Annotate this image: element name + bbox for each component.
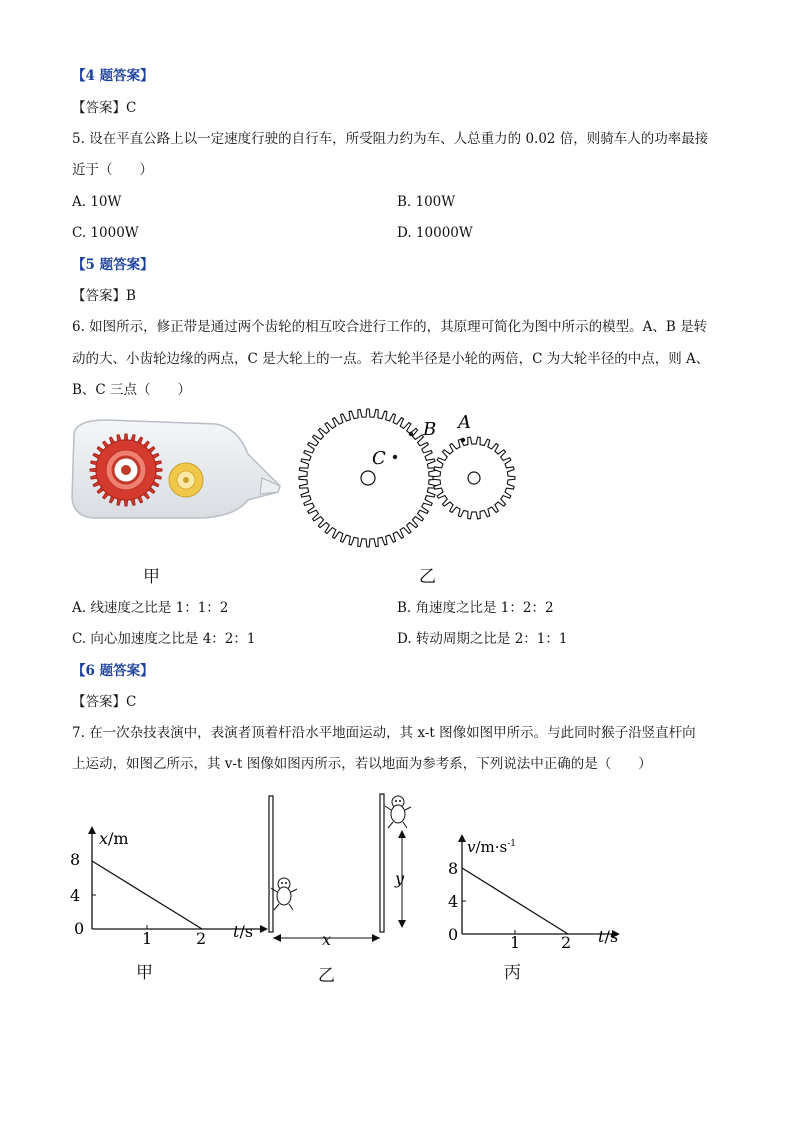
vt-x-tick-1: 1: [510, 933, 521, 952]
chart-caption-yi: 乙: [318, 966, 335, 986]
vt-y-tick-4: 4: [448, 892, 459, 911]
small-gear-outline: [433, 437, 515, 519]
q4-answer: 【答案】C: [72, 100, 137, 116]
xt-y-tick-4: 4: [70, 886, 81, 905]
vt-origin-label: 0: [448, 925, 459, 944]
vt-y-label: $v/m\cdot s^{-1}$: [467, 838, 517, 856]
small-gear: [433, 437, 515, 519]
gear-model-diagram: [296, 404, 524, 566]
q6-option-d: D. 转动周期之比是 2：1：1: [397, 631, 568, 647]
label-a: A: [458, 412, 471, 433]
xt-x-tick-2: 2: [196, 929, 207, 948]
xt-chart: [70, 822, 270, 952]
point-b: [409, 432, 413, 436]
q5-option-d: D. 10000W: [397, 225, 473, 241]
q4-answer-header: 【4 题答案】: [72, 68, 154, 84]
chart-caption-jia: 甲: [136, 963, 153, 983]
q6-option-b: B. 角速度之比是 1：2：2: [397, 600, 554, 616]
q6-option-a: A. 线速度之比是 1：1：2: [72, 600, 229, 616]
xt-data-line: [92, 861, 202, 929]
pole-end: [380, 794, 384, 932]
q6-answer: 【答案】C: [72, 694, 137, 710]
xt-x-label: t/s: [233, 922, 254, 941]
q6-answer-header: 【6 题答案】: [72, 663, 154, 679]
large-gear: [299, 409, 437, 547]
vt-chart: [440, 830, 630, 952]
q6-stem-line2: 动的大、小齿轮边缘的两点，C 是大轮上的一点。若大轮半径是小轮的两倍，C 为大轮半径的中点，则 A、: [72, 351, 710, 367]
monkey-top-icon: [385, 796, 411, 828]
pole-start: [269, 796, 273, 932]
pole-monkey-diagram: [258, 790, 418, 970]
monkey-icon: [271, 878, 297, 910]
q5-stem-line1: 5. 设在平直公路上以一定速度行驶的自行车，所受阻力约为车、人总重力的 0.02 倍，则骑车人的功率最接: [72, 131, 709, 147]
label-b: B: [423, 419, 437, 440]
q5-answer-header: 【5 题答案】: [72, 257, 154, 273]
xt-y-tick-8: 8: [70, 850, 81, 869]
vt-data-line: [462, 868, 568, 934]
q5-option-c: C. 1000W: [72, 225, 139, 241]
q5-option-b: B. 100W: [397, 194, 456, 210]
q5-answer: 【答案】B: [72, 288, 136, 304]
correction-tape-illustration: [66, 414, 284, 526]
xt-y-label: x/m: [99, 829, 129, 848]
q6-option-c: C. 向心加速度之比是 4：2：1: [72, 631, 256, 647]
q6-stem-line3: B、C 三点（ ）: [72, 382, 192, 398]
point-c: [393, 455, 397, 459]
vt-x-label: t/s: [598, 927, 619, 946]
large-gear-outline: [299, 409, 437, 547]
xt-x-tick-1: 1: [142, 929, 153, 948]
q7-stem-line2: 上运动，如图乙所示，其 v-t 图像如图丙所示，若以地面为参考系，下列说法中正确的是（ ）: [72, 756, 652, 772]
x-label: x: [322, 930, 332, 949]
xt-origin-label: 0: [74, 919, 85, 938]
figure-caption-jia: 甲: [143, 567, 160, 587]
vt-y-tick-8: 8: [448, 859, 459, 878]
y-label: y: [395, 869, 405, 888]
figure-caption-yi: 乙: [419, 567, 436, 587]
q7-stem-line1: 7. 在一次杂技表演中，表演者顶着杆沿水平地面运动，其 x-t 图像如图甲所示。与此同时猴子沿竖直杆向: [72, 725, 696, 741]
q5-stem-line2: 近于（ ）: [72, 162, 153, 178]
q6-stem-line1: 6. 如图所示，修正带是通过两个齿轮的相互咬合进行工作的，其原理可简化为图中所示的模型。A、B 是转: [72, 319, 708, 335]
label-c: C: [372, 448, 386, 469]
point-a: [461, 438, 465, 442]
q5-option-a: A. 10W: [72, 194, 122, 210]
chart-caption-bing: 丙: [504, 963, 521, 983]
vt-x-tick-2: 2: [561, 933, 572, 952]
